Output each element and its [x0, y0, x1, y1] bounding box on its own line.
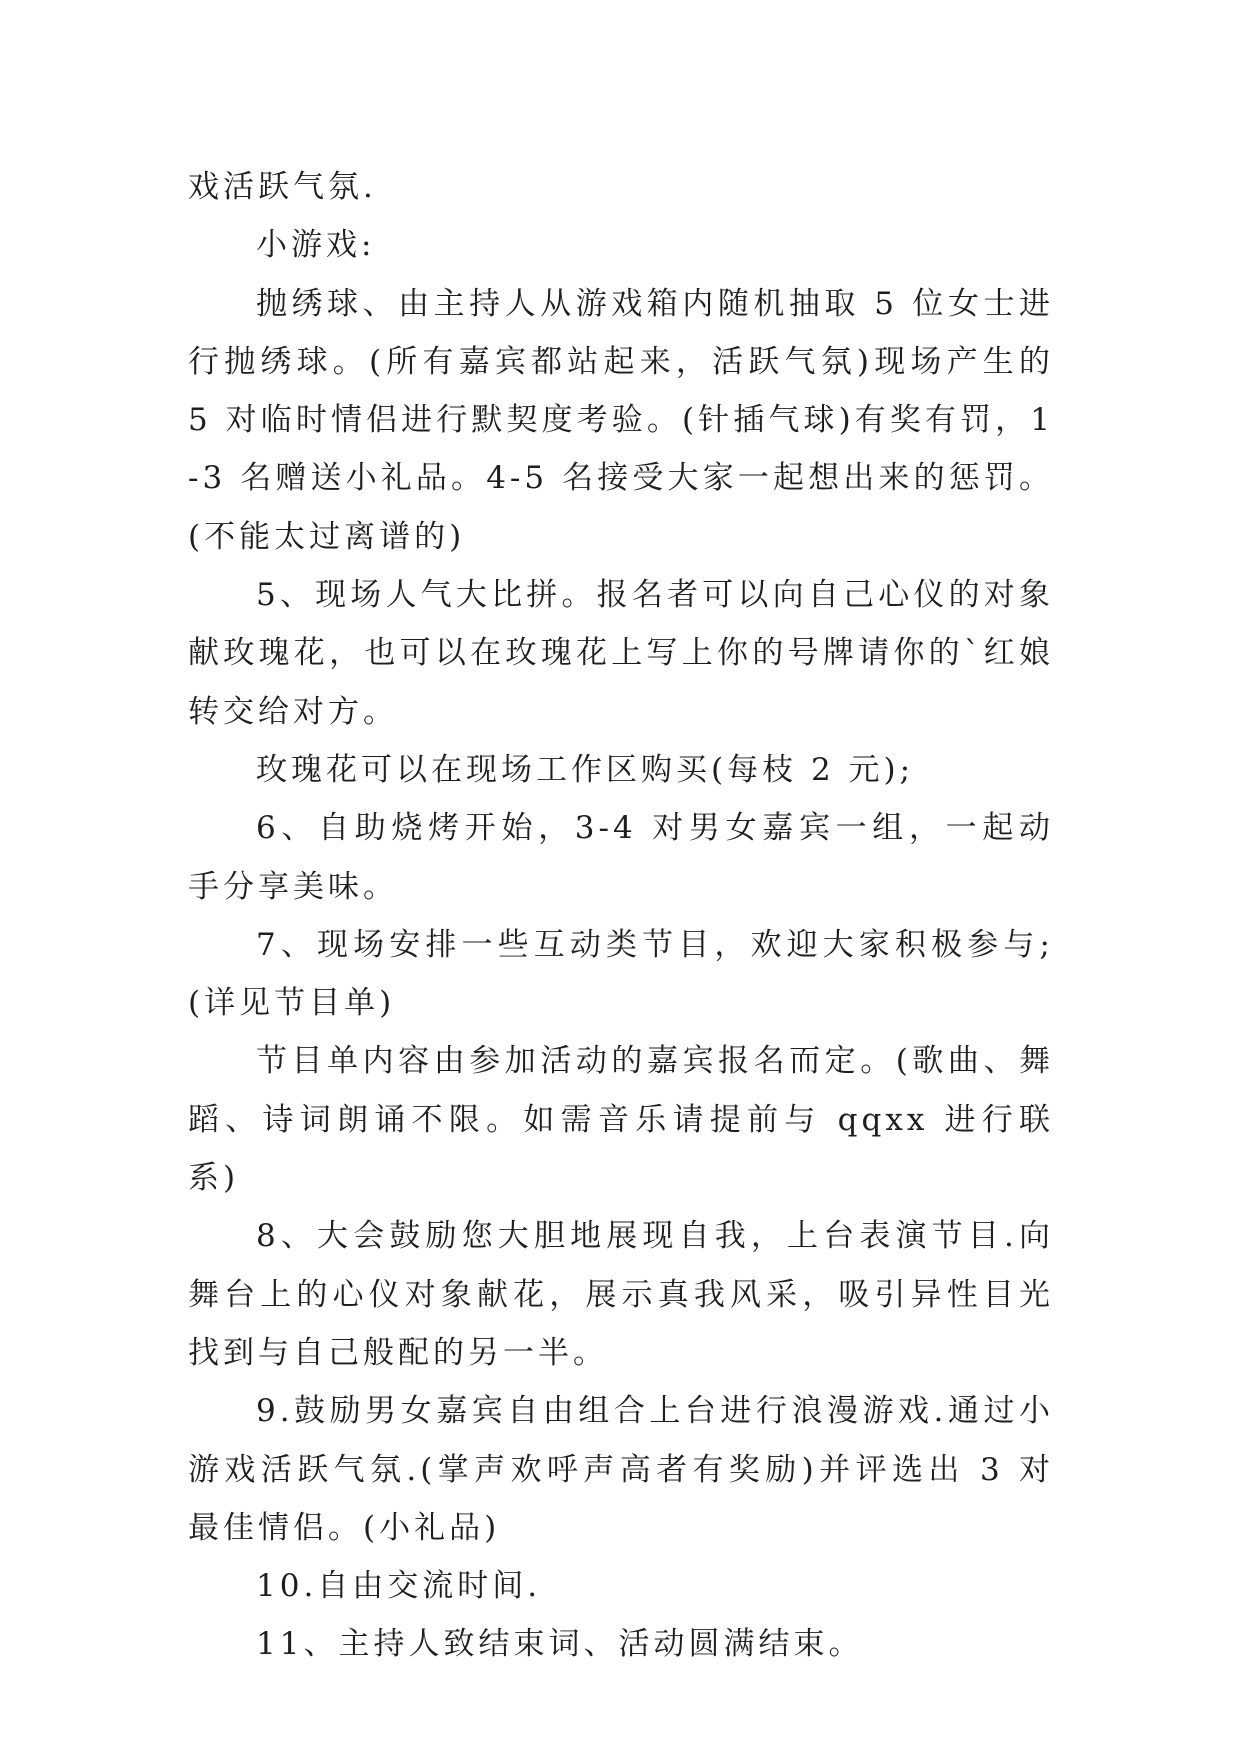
- paragraph-item-5: 5、现场人气大比拼。报名者可以向自己心仪的对象献玫瑰花，也可以在玫瑰花上写上你的号牌请你的`红娘转交给对方。: [188, 577, 1054, 730]
- paragraph-mini-games-heading: 小游戏:: [256, 227, 376, 264]
- paragraph-throw-ball: 抛绣球、由主持人从游戏箱内随机抽取 5 位女士进行抛绣球。(所有嘉宾都站起来，活跃气氛)现场产生的 5 对临时情侣进行默契度考验。(针插气球)有奖有罚，1-3 名赠送小礼品。4-5 名接受大家一起想出来的惩罚。(不能太过离谱的): [188, 285, 1054, 555]
- paragraph-item-8: 8、大会鼓励您大胆地展现自我，上台表演节目.向舞台上的心仪对象献花，展示真我风采，吸引异性目光找到与自己般配的另一半。: [188, 1218, 1054, 1371]
- document-body: [188, 158, 1054, 1674]
- paragraph-item-7: 7、现场安排一些互动类节目，欢迎大家积极参与;(详见节目单): [188, 926, 1054, 1022]
- paragraph-item-9: 9.鼓励男女嘉宾自由组合上台进行浪漫游戏.通过小游戏活跃气氛.(掌声欢呼声高者有奖励)并评选出 3 对最佳情侣。(小礼品): [188, 1393, 1054, 1546]
- paragraph-continuation: 戏活跃气氛.: [188, 169, 377, 205]
- paragraph-rose-purchase: 玫瑰花可以在现场工作区购买(每枝 2 元);: [256, 751, 915, 788]
- paragraph-item-11: 11、主持人致结束词、活动圆满结束。: [256, 1626, 864, 1663]
- paragraph-item-10: 10.自由交流时间.: [256, 1568, 542, 1605]
- paragraph-item-6: 6、自助烧烤开始，3-4 对男女嘉宾一组，一起动手分享美味。: [188, 810, 1054, 905]
- paragraph-program-list: 节目单内容由参加活动的嘉宾报名而定。(歌曲、舞蹈、诗词朗诵不限。如需音乐请提前与 qqxx 进行联系): [188, 1043, 1054, 1197]
